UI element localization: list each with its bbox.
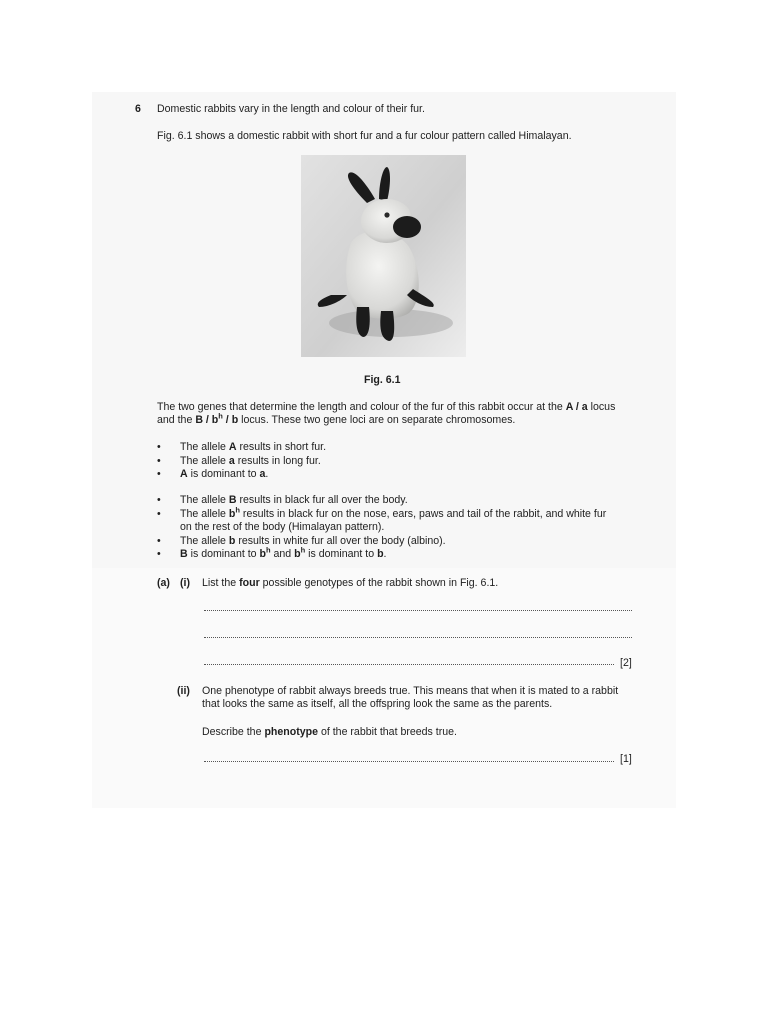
- answer-line-1[interactable]: [204, 610, 632, 611]
- question-emphasis: phenotype: [264, 726, 318, 738]
- genes-text: The two genes that determine the length and colour of the fur of this rabbit occur at the: [157, 401, 563, 413]
- answer-line-ii[interactable]: [204, 761, 614, 762]
- bullet-marker: •: [157, 494, 161, 506]
- locus-a-label: A / a: [565, 401, 588, 413]
- answer-line-2[interactable]: [204, 637, 632, 638]
- bullet-marker: •: [157, 441, 161, 453]
- answer-line-3[interactable]: [204, 664, 614, 665]
- rabbit-photo: [301, 155, 466, 357]
- part-ii-describe: [202, 726, 457, 739]
- bullet-allele-B: The allele B results in black fur all over the body.: [180, 494, 408, 506]
- question-text: possible genotypes of the rabbit shown in Fig. 6.1.: [262, 577, 499, 589]
- part-ii-line1: One phenotype of rabbit always breeds true. This means that when it is mated to a rabbit: [202, 685, 619, 697]
- part-ii-line2: that looks the same as itself, all the offspring look the same as the parents.: [202, 698, 553, 710]
- marks-i: [2]: [620, 657, 632, 669]
- bullet-marker: •: [157, 468, 161, 480]
- genes-text-and: and the: [157, 414, 193, 426]
- part-ii-label: (ii): [177, 685, 190, 697]
- genes-text-locus: locus: [590, 401, 616, 413]
- bullet-marker: •: [157, 455, 161, 467]
- bullet-marker: •: [157, 535, 161, 547]
- bullet-marker: •: [157, 548, 161, 560]
- marks-ii: [1]: [620, 753, 632, 765]
- question-text: List the: [202, 577, 237, 589]
- question-text: of the rabbit that breeds true.: [320, 726, 457, 738]
- bullet-marker: •: [157, 508, 161, 520]
- part-a-label: (a): [157, 577, 170, 589]
- genes-text-separate: locus. These two gene loci are on separate chromosomes.: [241, 414, 516, 426]
- part-i-label: (i): [180, 577, 190, 589]
- bullet-A-dominant: A is dominant to a.: [180, 468, 269, 480]
- question-emphasis: four: [239, 577, 260, 589]
- bullet-allele-a: The allele a results in long fur.: [180, 455, 321, 467]
- figure-caption: Fig. 6.1: [364, 374, 401, 386]
- question-text: Describe the: [202, 726, 262, 738]
- bullet-allele-bh-cont: on the rest of the body (Himalayan pattern).: [180, 521, 385, 533]
- question-number: 6: [135, 103, 141, 115]
- bullet-dominance-order: B is dominant to $b^h$ and $b^h$ is dominant to b.: [180, 545, 387, 560]
- genes-paragraph-line1: [157, 401, 615, 414]
- bullet-allele-A: The allele A results in short fur.: [180, 441, 327, 453]
- part-i-question: [202, 577, 498, 590]
- question-intro: Domestic rabbits vary in the length and colour of their fur.: [157, 103, 425, 115]
- bullet-allele-bh: The allele $b^h$ results in black fur on the nose, ears, paws and tail of the rabbit, and white fur: [180, 505, 607, 520]
- locus-b-label: B / $b^h$ / b: [195, 411, 239, 426]
- bullet-allele-b: The allele b results in white fur all over the body (albino).: [180, 535, 446, 547]
- figure-reference: Fig. 6.1 shows a domestic rabbit with short fur and a fur colour pattern called Himalayan.: [157, 130, 572, 142]
- genes-paragraph-line2: [157, 411, 516, 427]
